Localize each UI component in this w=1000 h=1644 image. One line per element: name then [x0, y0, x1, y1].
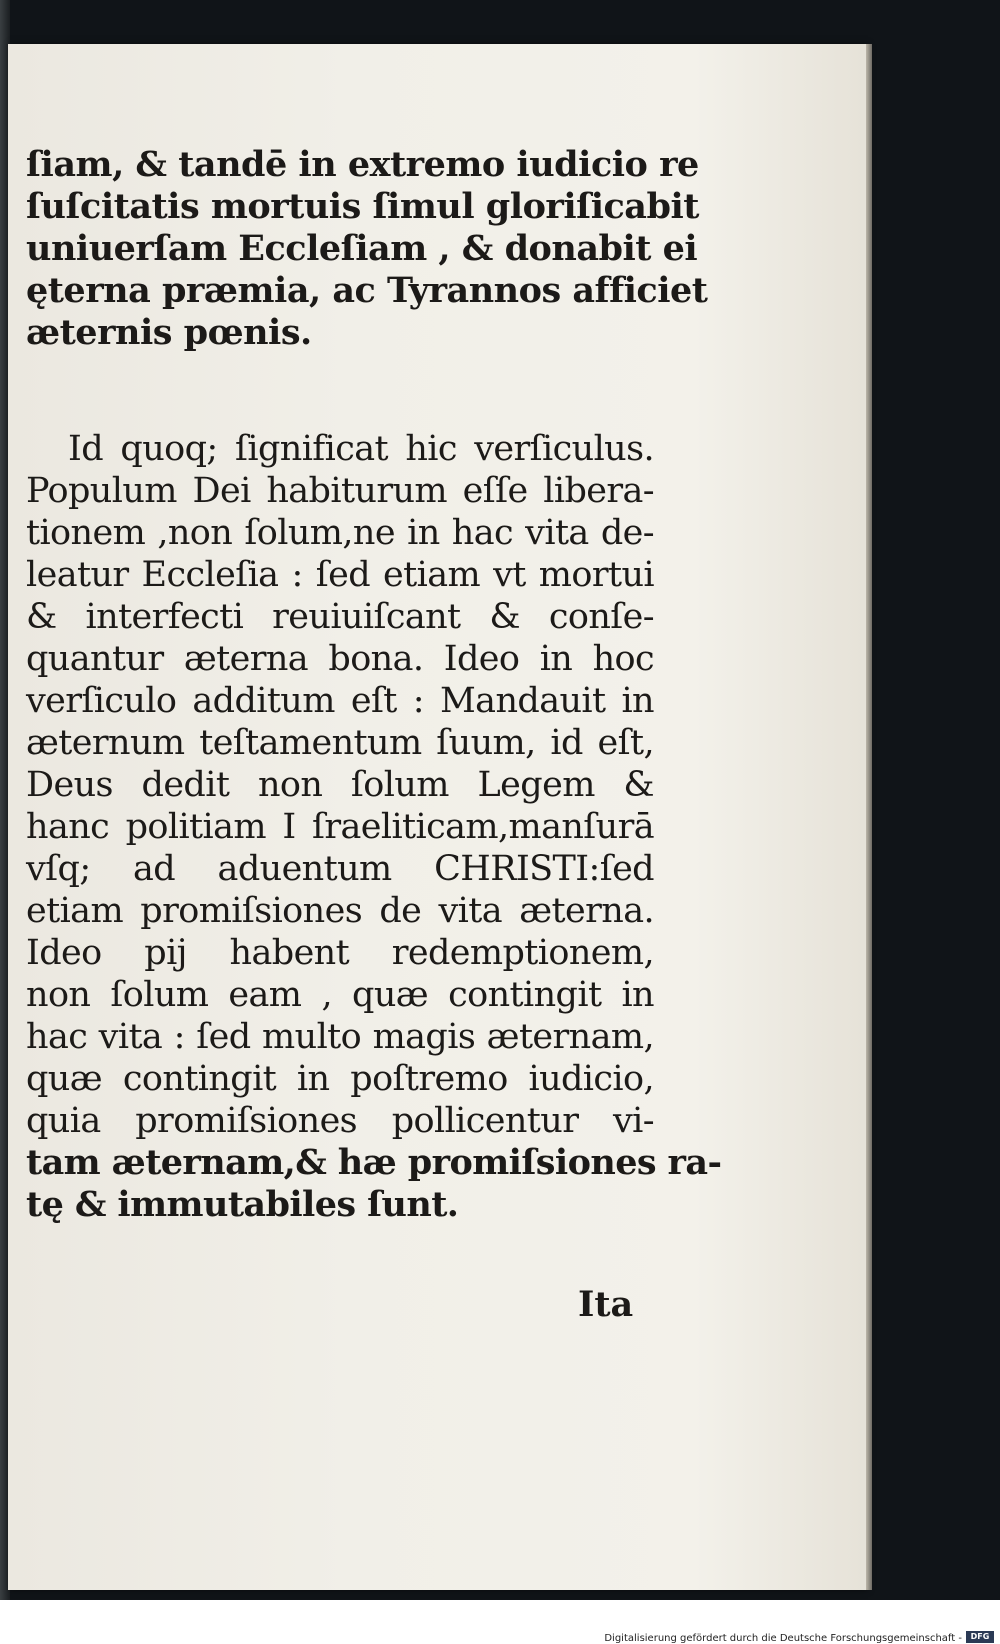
text-line: verſiculo additum eſt : Mandauit in — [26, 681, 654, 721]
text-line: quæ contingit in poſtremo iudicio, — [26, 1059, 654, 1099]
book-page — [8, 44, 866, 1590]
text-line: tionem ,non ſolum,ne in hac vita de- — [26, 513, 654, 553]
text-line: Ideo pij habent redemptionem, — [26, 933, 654, 973]
text-line: Deus dedit non ſolum Legem & — [26, 765, 654, 805]
text-line: ſuſcitatis mortuis ſimul gloriſicabit — [26, 186, 699, 227]
page-text — [26, 144, 722, 1226]
text-line: Populum Dei habiturum eſſe libera- — [26, 471, 654, 511]
dfg-credit-text: Digitalisierung gefördert durch die Deutsche Forschungsgemeinschaft - — [604, 1633, 962, 1644]
text-line: quia promiſsiones pollicentur vi- — [26, 1101, 654, 1141]
text-line: & interfecti reuiuiſcant & conſe- — [26, 597, 654, 637]
dfg-logo: DFG — [966, 1631, 994, 1643]
text-line: tam æternam,& hæ promiſsiones ra- — [26, 1142, 722, 1183]
text-line: æternis pœnis. — [26, 312, 312, 353]
text-line: æternum teſtamentum ſuum, id eſt, — [26, 723, 654, 763]
text-line: vſq; ad aduentum CHRISTI:ſed — [26, 849, 654, 889]
text-line: etiam promiſsiones de vita æterna. — [26, 891, 654, 931]
text-line: Id quoq; ſignificat hic verſiculus. — [68, 429, 654, 469]
text-line: ſiam, & tandē in extremo iudicio re — [26, 144, 699, 185]
text-line: non ſolum eam , quæ contingit in — [26, 975, 654, 1015]
paragraph-1 — [26, 144, 708, 354]
paragraph-2 — [26, 428, 722, 1226]
text-line: hac vita : ſed multo magis æternam, — [26, 1017, 654, 1057]
catchword: Ita — [578, 1284, 634, 1325]
text-line: tę & immutabiles ſunt. — [26, 1184, 459, 1225]
text-line: ęterna præmia, ac Tyrannos afficiet — [26, 270, 708, 311]
text-line: uniuerſam Eccleſiam , & donabit ei — [26, 228, 698, 269]
text-line: quantur æterna bona. Ideo in hoc — [26, 639, 654, 679]
text-line: leatur Eccleſia : ſed etiam vt mortui — [26, 555, 654, 595]
text-line: hanc politiam I ſraeliticam,manſurā — [26, 807, 654, 847]
